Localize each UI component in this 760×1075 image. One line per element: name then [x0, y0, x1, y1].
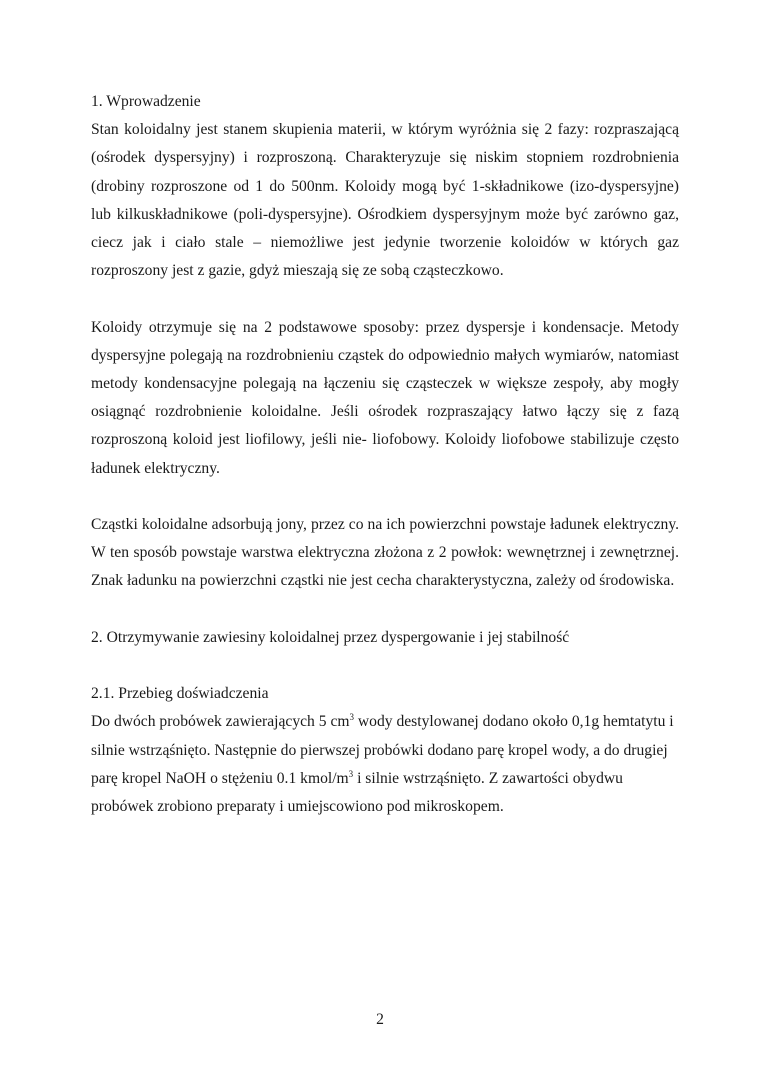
- document-body: [91, 88, 679, 821]
- superscript-cubic: 3: [348, 768, 354, 779]
- paragraph-spacer: [91, 596, 679, 624]
- paragraph-spacer: [91, 483, 679, 511]
- paragraph-colloidal-state: Stan koloidalny jest stanem skupienia materii, w którym wyróżnia się 2 fazy: rozpraszającą (ośrodek dyspersyjny) i rozproszoną. Charakteryzuje się niskim stopniem rozdrobnienia (drobiny rozproszone od 1 do 500nm. Koloidy mogą być 1-składnikowe (izo-dyspersyjne) lub kilkuskładnikowe (poli-dyspersyjne). Ośrodkiem dyspersyjnym może być zarówno gaz, ciecz jak i ciało stale – niemożliwe jest jedynie tworzenie koloidów w których gaz rozproszony jest z gazie, gdyż mieszają się ze sobą cząsteczkowo.: [91, 121, 679, 280]
- page-number: 2: [376, 1011, 384, 1028]
- paragraph-experiment-procedure: [91, 708, 679, 821]
- procedure-text-part-3: i silnie wstrząśnięto. Z zawartości obydwu probówek zrobiono preparaty i umiejscowiono pod mikroskopem.: [91, 769, 623, 816]
- procedure-text-part-1: Do dwóch probówek zawierających 5 cm: [91, 713, 350, 731]
- paragraph-obtaining-colloids: Koloidy otrzymuje się na 2 podstawowe sposoby: przez dyspersje i kondensacje. Metody dyspersyjne polegają na rozdrobnieniu cząstek do odpowiednio małych wymiarów, natomiast metody kondensacyjne polegają na łączeniu się cząsteczek w większe zespoły, aby mogły osiągnąć rozdrobnienie koloidalne. Jeśli ośrodek rozpraszający łatwo łączy się z fazą rozproszoną koloid jest liofilowy, jeśli nie- liofobowy. Koloidy liofobowe stabilizuje często ładunek elektryczny.: [91, 318, 679, 477]
- section-heading-introduction: 1. Wprowadzenie: [91, 93, 201, 110]
- section-heading-dispersion: 2. Otrzymywanie zawiesiny koloidalnej przez dyspergowanie i jej stabilność: [91, 628, 570, 646]
- subsection-heading-experiment: 2.1. Przebieg doświadczenia: [91, 685, 269, 703]
- superscript-cubic: 3: [349, 712, 354, 723]
- paragraph-spacer: [91, 285, 679, 313]
- paragraph-spacer: [91, 652, 679, 680]
- paragraph-colloidal-particles: Cząstki koloidalne adsorbują jony, przez co na ich powierzchni powstaje ładunek elektryczny. W ten sposób powstaje warstwa elektryczna złożona z 2 powłok: wewnętrznej i zewnętrznej. Znak ładunku na powierzchni cząstki nie jest cecha charakterystyczna, zależy od środowiska.: [91, 516, 679, 590]
- procedure-text-part-2: wody destylowanej dodano około 0,1g hemtatytu i silnie wstrząśnięto. Następnie do pierwszej probówki dodano parę kropel wody, a do drugiej parę kropel NaOH o stężeniu 0.1 kmol/m: [91, 713, 674, 787]
